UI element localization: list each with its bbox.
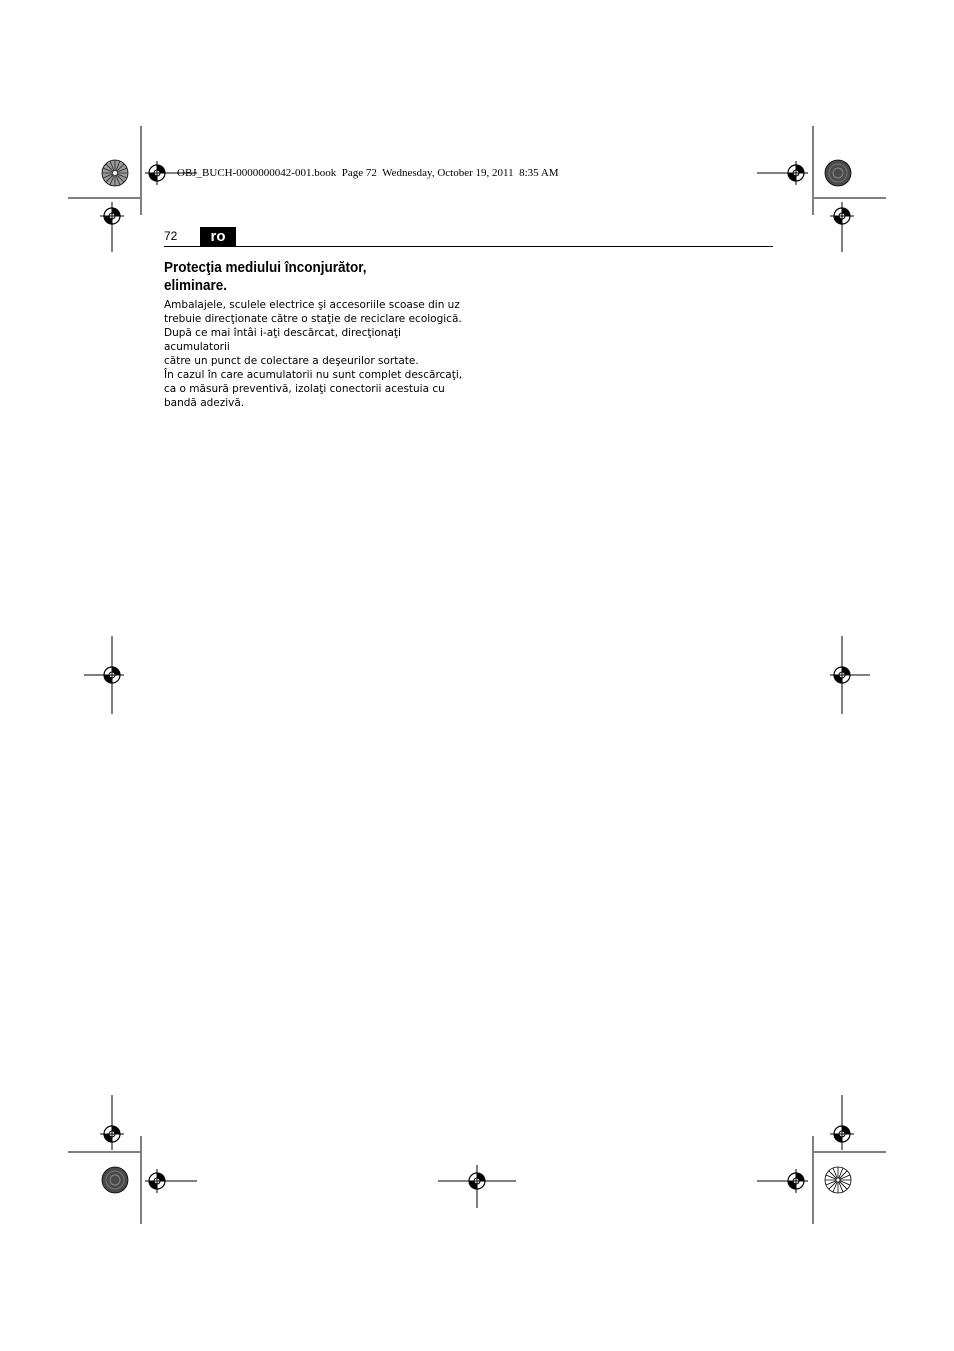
text-line: bandă adezivă. xyxy=(164,397,245,409)
paragraph-insulation xyxy=(164,368,464,410)
paragraph-batteries xyxy=(164,326,464,368)
section-title-line-2: eliminare. xyxy=(164,277,228,294)
language-badge: ro xyxy=(200,227,236,246)
section-title-line-1: Protecţia mediului înconjurător, xyxy=(164,259,367,276)
header-divider xyxy=(164,246,773,247)
text-line: către un punct de colectare a deşeurilor sortate. xyxy=(164,355,419,367)
text-line: După ce mai întâi i-aţi descărcat, direcţionaţi acumulatorii xyxy=(164,327,401,353)
print-info-slug: OBJ_BUCH-0000000042-001.book Page 72 Wednesday, October 19, 2011 8:35 AM xyxy=(177,167,559,179)
paragraph-packaging xyxy=(164,298,464,326)
text-line: trebuie direcţionate către o staţie de reciclare ecologică. xyxy=(164,313,462,325)
text-line: ca o măsură preventivă, izolaţi conectorii acestuia cu xyxy=(164,383,445,395)
text-line: În cazul în care acumulatorii nu sunt complet descărcaţi, xyxy=(164,369,463,381)
section-body xyxy=(164,298,464,410)
text-line: Ambalajele, sculele electrice şi accesoriile scoase din uz xyxy=(164,299,460,311)
page-number: 72 xyxy=(164,229,178,243)
section-title xyxy=(164,259,434,295)
